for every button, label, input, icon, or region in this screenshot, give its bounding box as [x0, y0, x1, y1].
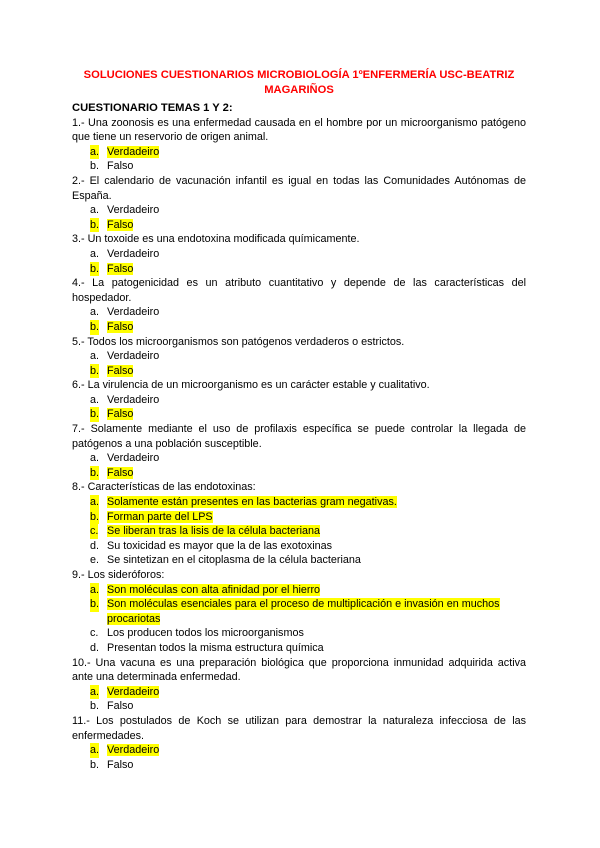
option-text: Verdadeiro [107, 306, 160, 319]
option-letter: b. [90, 598, 100, 611]
option-letter: e. [90, 554, 100, 567]
question-block [72, 422, 526, 480]
question-block [72, 656, 526, 714]
option-text: Falso [107, 218, 134, 231]
answer-option [72, 626, 526, 641]
option-letter: a. [90, 393, 100, 406]
question-text: 4.- La patogenicidad es un atributo cuantitativo y depende de las características del hospedador. [72, 277, 526, 304]
answer-option-correct [72, 218, 526, 233]
option-text: Verdadeiro [107, 145, 160, 158]
option-letter: b. [90, 364, 100, 377]
option-text: Falso [107, 466, 134, 479]
option-letter: b. [90, 320, 100, 333]
answer-option-correct [72, 262, 526, 277]
option-text: Verdadeiro [107, 247, 160, 260]
option-letter: b. [90, 466, 100, 479]
option-text: Falso [107, 262, 134, 275]
question-list [72, 116, 526, 773]
answer-option [72, 349, 526, 364]
document-page [72, 68, 526, 772]
option-text: Verdadeiro [107, 393, 160, 406]
option-letter: d. [90, 539, 100, 552]
answer-option-correct [72, 145, 526, 160]
answer-option [72, 699, 526, 714]
option-text: Son moléculas con alta afinidad por el hierro [107, 583, 321, 596]
option-letter: b. [90, 160, 100, 173]
option-letter: b. [90, 262, 100, 275]
answer-option-correct [72, 364, 526, 379]
answer-option [72, 393, 526, 408]
question-text: 9.- Los sideróforos: [72, 569, 165, 581]
answer-option [72, 159, 526, 174]
answer-option [72, 641, 526, 656]
answer-option [72, 553, 526, 568]
option-letter: a. [90, 145, 100, 158]
question-block [72, 276, 526, 334]
question-block [72, 714, 526, 772]
answer-option-correct [72, 597, 526, 626]
option-text: Los producen todos los microorganismos [107, 627, 304, 640]
answer-option-correct [72, 510, 526, 525]
option-text: Falso [107, 160, 134, 173]
answer-option [72, 203, 526, 218]
option-letter: a. [90, 306, 100, 319]
option-text: Forman parte del LPS [107, 510, 213, 523]
question-text: 11.- Los postulados de Koch se utilizan para demostrar la naturaleza infecciosa de las enfermedades. [72, 714, 526, 742]
answer-option-correct [72, 407, 526, 422]
option-letter: a. [90, 204, 100, 217]
option-letter: a. [90, 583, 100, 596]
option-letter: b. [90, 758, 100, 771]
option-text: Falso [107, 408, 134, 421]
question-text: 6.- La virulencia de un microorganismo es un carácter estable y cualitativo. [72, 379, 430, 392]
answer-option-correct [72, 466, 526, 481]
question-block [72, 232, 526, 276]
option-letter: a. [90, 452, 100, 465]
answer-option-correct [72, 495, 526, 510]
question-block [72, 335, 526, 379]
question-text: 1.- Una zoonosis es una enfermedad causada en el hombre por un microorganismo patógeno que tiene un reservorio de origen animal. [72, 116, 526, 144]
question-block [72, 174, 526, 232]
option-text: Falso [107, 700, 134, 713]
option-letter: a. [90, 247, 100, 260]
option-text: Son moléculas esenciales para el proceso de multiplicación e invasión en muchos procariotas [107, 598, 500, 625]
section-heading: CUESTIONARIO TEMAS 1 Y 2: [72, 102, 233, 114]
question-text: 7.- Solamente mediante el uso de profilaxis específica se puede controlar la llegada de patógenos a una población susceptible. [72, 423, 526, 450]
option-letter: a. [90, 744, 100, 757]
option-text: Verdadeiro [107, 350, 160, 363]
question-block [72, 116, 526, 174]
option-text: Verdadeiro [107, 685, 160, 698]
question-block [72, 480, 526, 568]
option-letter: c. [90, 525, 99, 538]
answer-option-correct [72, 524, 526, 539]
option-letter: a. [90, 685, 100, 698]
question-text: 10.- Una vacuna es una preparación biológica que proporciona inmunidad adquirida activa ante una determinada enfermedad. [72, 656, 526, 684]
option-letter: a. [90, 350, 100, 363]
option-text: Falso [107, 364, 134, 377]
answer-option-correct [72, 743, 526, 758]
option-letter: b. [90, 408, 100, 421]
option-text: Verdadeiro [107, 204, 160, 217]
answer-option [72, 539, 526, 554]
option-text: Presentan todos la misma estructura química [107, 641, 324, 654]
option-text: Verdadeiro [107, 744, 160, 757]
option-letter: b. [90, 700, 100, 713]
option-text: Se sintetizan en el citoplasma de la célula bacteriana [107, 554, 361, 567]
option-text: Se liberan tras la lisis de la célula bacteriana [107, 525, 321, 538]
option-letter: d. [90, 641, 100, 654]
answer-option [72, 451, 526, 466]
answer-option-correct [72, 685, 526, 700]
option-text: Falso [107, 758, 134, 771]
option-letter: c. [90, 627, 99, 640]
question-text: 3.- Un toxoide es una endotoxina modificada químicamente. [72, 233, 360, 246]
option-letter: b. [90, 510, 100, 523]
question-text: 5.- Todos los microorganismos son patógenos verdaderos o estrictos. [72, 335, 405, 348]
question-text: 2.- El calendario de vacunación infantil es igual en todas las Comunidades Autónomas de España. [72, 174, 526, 202]
option-text: Solamente están presentes en las bacterias gram negativas. [107, 496, 397, 509]
option-text: Falso [107, 320, 134, 333]
option-letter: b. [90, 218, 100, 231]
answer-option [72, 758, 526, 773]
answer-option-correct [72, 583, 526, 598]
document-title: SOLUCIONES CUESTIONARIOS MICROBIOLOGÍA 1ºENFERMERÍA USC-BEATRIZ MAGARIÑOS [83, 69, 515, 96]
answer-option [72, 247, 526, 262]
option-letter: a. [90, 496, 100, 509]
question-text: 8.- Características de las endotoxinas: [72, 481, 256, 494]
answer-option [72, 305, 526, 320]
question-block [72, 378, 526, 422]
answer-option-correct [72, 320, 526, 335]
option-text: Su toxicidad es mayor que la de las exotoxinas [107, 539, 333, 552]
question-block [72, 568, 526, 656]
option-text: Verdadeiro [107, 452, 160, 465]
